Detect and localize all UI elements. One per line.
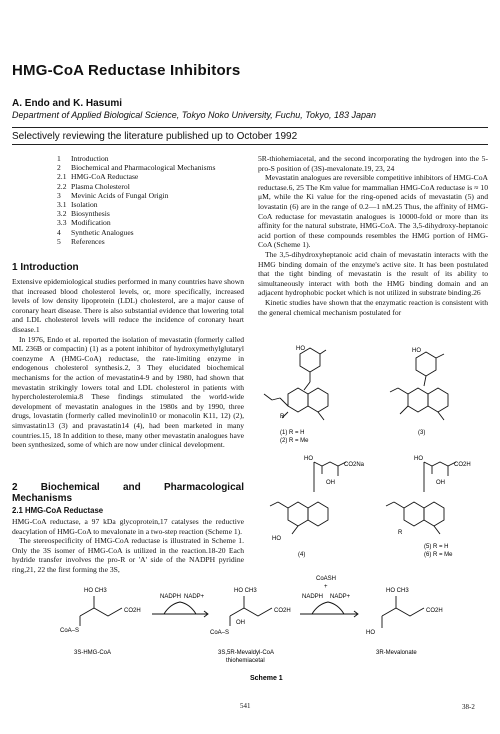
- toc-item[interactable]: 2.2 Plasma Cholesterol: [57, 181, 130, 191]
- toc-item[interactable]: 2.1 HMG-CoA Reductase: [57, 172, 139, 182]
- paragraph: The 3,5-dihydroxyheptanoic acid chain of mevastatin interacts with the HMG binding domain of the enzyme's active site. It has been postulated that the tight binding of mevastatin is the result of its ability to simultaneously interact with both the HMG binding domain and an adjacent hydrophobic pocket which is not utilized in substrate binding.26: [258, 249, 488, 298]
- scheme-caption: Scheme 1: [250, 675, 283, 682]
- section-heading: 1 Introduction: [12, 262, 79, 273]
- hmg-coa-label: 3S-HMG-CoA: [74, 650, 112, 656]
- page-number: 541: [240, 702, 251, 710]
- article-title: HMG-CoA Reductase Inhibitors: [12, 62, 241, 79]
- toc-item[interactable]: 3 Mevinic Acids of Fungal Origin: [57, 190, 169, 200]
- reaction-arrow-1: [152, 602, 208, 617]
- table-of-contents: [57, 154, 215, 246]
- paragraph: In 1976, Endo et al. reported the isolation of mevastatin (formerly called ML 236B or compactin) (1) as a potent inhibitor of hydroxymethylglutaryl coenzyme A (HMG-CoA) reductase, the rate-limiting enzyme in endogenous cholesterol synthesis.2, 3 They elucidated biochemical mechanisms for the action of mevastatin4-9 and by 1980, had shown that mevastatin strikingly lowers total and LDL cholesterol in patients with hypercholesterolemia.8 These findings stimulated the world-wide development of mevastatin analogues in the 1980s and by 1990, three drugs, lovastatin (formerly called mevinolin10 or monacolin K11, 12) (2), simvastatin13 (3) and pravastatin14 (4), had been marketed in many countries.15, 18 In addition to these, many other mevastatin analogues have been synthesized, some of which are now under clinical development.: [12, 334, 244, 450]
- authors: A. Endo and K. Hasumi: [12, 98, 123, 109]
- mevalonate-drawing: [382, 596, 424, 628]
- reaction-arrow-2: [300, 602, 358, 617]
- section-mechanisms: [12, 482, 244, 575]
- nadp-label: NADP+: [184, 594, 205, 600]
- ho-ch3-label: HO CH3: [234, 588, 257, 594]
- r-label: R: [398, 530, 403, 536]
- paragraph: Extensive epidemiological studies performed in many countries have shown that increased blood cholesterol levels, or, more specifically, increased levels of low density lipoprotein (LDL) cholesterol, are a major cause of coronary heart disease. There is also substantial evidence that lowering total and LDL cholesterol levels will reduce the incidence of coronary heart disease.1: [12, 277, 244, 334]
- ho-label-lower: HO: [272, 536, 281, 542]
- label-1: (1) R = H: [280, 430, 305, 436]
- intermediate-sublabel: thiohemiacetal: [226, 658, 265, 664]
- ho-label: HO: [414, 456, 423, 462]
- mevalonate-label: 3R-Mevalonate: [376, 650, 417, 656]
- nadph-label: NADPH: [302, 594, 324, 600]
- structure-3-drawing: [390, 352, 448, 420]
- paragraph: HMG-CoA reductase, a 97 kDa glycoprotein,17 catalyses the reductive deacylation of HMG-CoA to mevalonate in a two-step reaction (Scheme 1).: [12, 517, 244, 536]
- ho-ch3-label: HO CH3: [84, 588, 107, 594]
- toc-item[interactable]: 3.3 Modification: [57, 218, 111, 228]
- oh-label: OH: [236, 620, 245, 626]
- structure-5-6-drawing: [386, 462, 456, 534]
- coa-s-label: CoA–S: [210, 630, 230, 636]
- label-6: (6) R = Me: [424, 552, 453, 558]
- subsection-heading: 2.1 HMG-CoA Reductase: [12, 506, 104, 515]
- toc-item[interactable]: 3.2 Biosynthesis: [57, 209, 110, 219]
- ho-label: HO: [412, 348, 421, 354]
- right-column-text: [258, 154, 488, 317]
- coa-s-label: CoA–S: [60, 628, 80, 634]
- review-note: Selectively reviewing the literature published up to October 1992: [12, 131, 298, 142]
- scheme-1: [60, 572, 480, 684]
- intermediate-label: 3S,5R-Mevaldyl-CoA: [218, 650, 275, 656]
- co2h-label: CO2H: [426, 608, 443, 614]
- toc-item[interactable]: 2 Biochemical and Pharmacological Mechanisms: [57, 163, 216, 173]
- nadp-label: NADP+: [330, 594, 351, 600]
- paragraph: 5R-thiohemiacetal, and the second incorporating the hydrogen into the 5-pro-S position of (3S)-mevalonate.19, 23, 24: [258, 154, 488, 173]
- toc-item[interactable]: 1 Introduction: [57, 154, 109, 163]
- co2h-label: CO2H: [274, 608, 291, 614]
- co2h-label: CO2H: [124, 608, 141, 614]
- ho-label: HO: [304, 456, 313, 462]
- r-label: R: [280, 414, 285, 420]
- nadph-label: NADPH: [160, 594, 182, 600]
- divider-bottom: [12, 144, 488, 145]
- affiliation: Department of Applied Biological Science, Tokyo Noko University, Fuchu, Tokyo, 183 Japan: [12, 110, 377, 120]
- plus-label: +: [324, 584, 328, 590]
- section-heading: 2 Biochemical and Pharmacological Mechanisms: [12, 482, 244, 504]
- divider-top: [12, 127, 488, 128]
- label-3: (3): [418, 430, 426, 436]
- hmg-coa-drawing: [80, 596, 122, 626]
- paragraph: Kinetic studies have shown that the enzymatic reaction is consistent with the general chemical mechanism postulated for: [258, 297, 488, 317]
- toc-item[interactable]: 4 Synthetic Analogues: [57, 227, 134, 237]
- coash-label: CoASH: [316, 576, 337, 582]
- ho-ch3-label: HO CH3: [386, 588, 409, 594]
- structure-1-2-drawing: [264, 348, 328, 420]
- document-code: 38-2: [462, 703, 475, 711]
- paragraph: Mevastatin analogues are reversible competitive inhibitors of HMG-CoA reductase.6, 25 The Km value for mammalian HMG-CoA reductase is ≈ 10 μM, while the Ki value for the ring-opened acids of mevastatin (5) and lovastatin (6) are in the range of 0.2—1 nM.25 Thus, the affinity of HMG-CoA reductase for mevastatin analogues is 10000-fold or more than its affinity for the natural substrate, HMG-CoA. The 3,5-dihydroxy-heptanoic acid portion of these compounds resembles the HMG portion of HMG-CoA (Scheme 1).: [258, 173, 488, 250]
- paragraph: The stereospecificity of HMG-CoA reductase is illustrated in Scheme 1. Only the 3S isomer of HMG-CoA is utilized in the reaction.18-20 Each hydride transfer involves the pro-R or 'A' side of the NADPH pyridine ring,21, 22 the first forming the 3S,: [12, 536, 244, 574]
- co2na-label: CO2Na: [344, 462, 365, 468]
- ho-label: HO: [366, 630, 375, 636]
- label-2: (2) R = Me: [280, 438, 309, 444]
- structures-1-3: [258, 338, 490, 450]
- label-4: (4): [298, 552, 306, 558]
- toc-item[interactable]: 5 References: [57, 236, 105, 246]
- oh-label: OH: [326, 480, 335, 486]
- label-5: (5) R = H: [424, 544, 449, 550]
- co2h-label: CO2H: [454, 462, 471, 468]
- section-introduction: [12, 262, 244, 450]
- oh-label: OH: [436, 480, 445, 486]
- structures-4-6: [258, 452, 490, 562]
- ho-label: HO: [296, 346, 305, 352]
- toc-item[interactable]: 3.1 Isolation: [57, 200, 98, 210]
- structure-4-drawing: [270, 462, 346, 534]
